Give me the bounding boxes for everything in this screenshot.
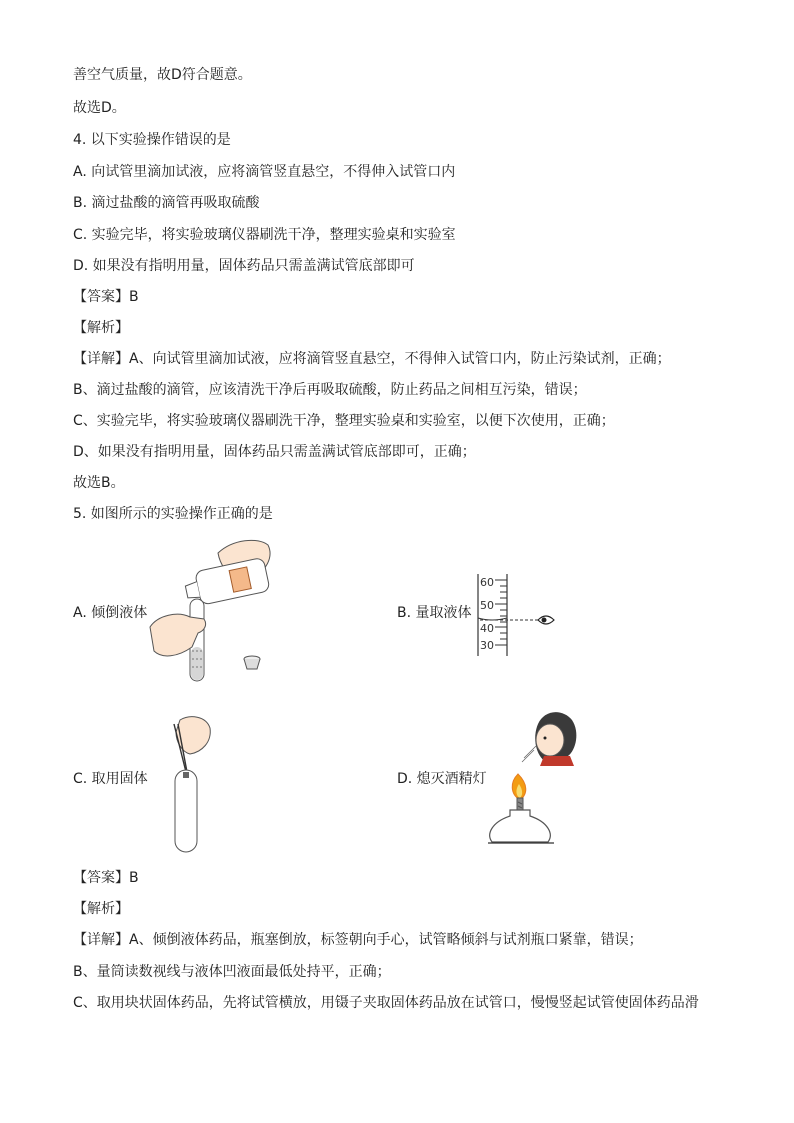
taking-solid-figure — [160, 714, 220, 856]
pouring-liquid-figure — [148, 535, 278, 690]
explanation-line: B、滴过盐酸的滴管，应该清洗干净后再吸取硫酸，防止药品之间相互污染，错误； — [73, 382, 587, 398]
option-d: D. 如果没有指明用量，固体药品只需盖满试管底部即可 — [73, 258, 415, 274]
tick-label: 30 — [480, 639, 494, 652]
explanation-line: C、实验完毕，将实验玻璃仪器刷洗干净，整理实验桌和实验室，以便下次使用，正确； — [73, 413, 615, 429]
option-a: A. 向试管里滴加试液，应将滴管竖直悬空，不得伸入试管口内 — [73, 164, 456, 180]
explanation-line: C、取用块状固体药品，先将试管横放，用镊子夹取固体药品放在试管口，慢慢竖起试管使固体药品滑 — [73, 995, 699, 1011]
option-d-label: D. 熄灭酒精灯 — [397, 771, 487, 787]
explanation-line: D、如果没有指明用量，固体药品只需盖满试管底部即可，正确； — [73, 444, 476, 460]
option-c-label: C. 取用固体 — [73, 771, 148, 787]
explanation-line: 【详解】A、倾倒液体药品，瓶塞倒放，标签朝向手心，试管略倾斜与试剂瓶口紧靠，错误； — [73, 932, 643, 948]
tick-label: 50 — [480, 599, 494, 612]
question-5-stem: 5. 如图所示的实验操作正确的是 — [73, 506, 273, 522]
answer-label: 【答案】B — [73, 870, 139, 886]
analysis-label: 【解析】 — [73, 320, 129, 336]
question-4-stem: 4. 以下实验操作错误的是 — [73, 132, 231, 148]
option-b: B. 滴过盐酸的滴管再吸取硫酸 — [73, 195, 260, 211]
explanation-line: B、量筒读数视线与液体凹液面最低处持平，正确； — [73, 964, 391, 980]
tick-label: 60 — [480, 576, 494, 589]
explanation-line: 【详解】A、向试管里滴加试液，应将滴管竖直悬空，不得伸入试管口内，防止污染试剂，正确； — [73, 351, 671, 367]
conclusion: 故选B。 — [73, 475, 125, 491]
text-line: 故选D。 — [73, 100, 126, 116]
analysis-label: 【解析】 — [73, 901, 129, 917]
option-b-label: B. 量取液体 — [397, 605, 472, 621]
eye-icon — [538, 616, 554, 624]
option-c: C. 实验完毕，将实验玻璃仪器刷洗干净，整理实验桌和实验室 — [73, 227, 456, 243]
tick-label: 40 — [480, 622, 494, 635]
alcohol-lamp-figure — [488, 706, 588, 846]
answer-label: 【答案】B — [73, 289, 139, 305]
graduated-cylinder-figure — [474, 572, 564, 658]
option-a-label: A. 倾倒液体 — [73, 605, 148, 621]
text-line: 善空气质量，故D符合题意。 — [73, 67, 252, 83]
